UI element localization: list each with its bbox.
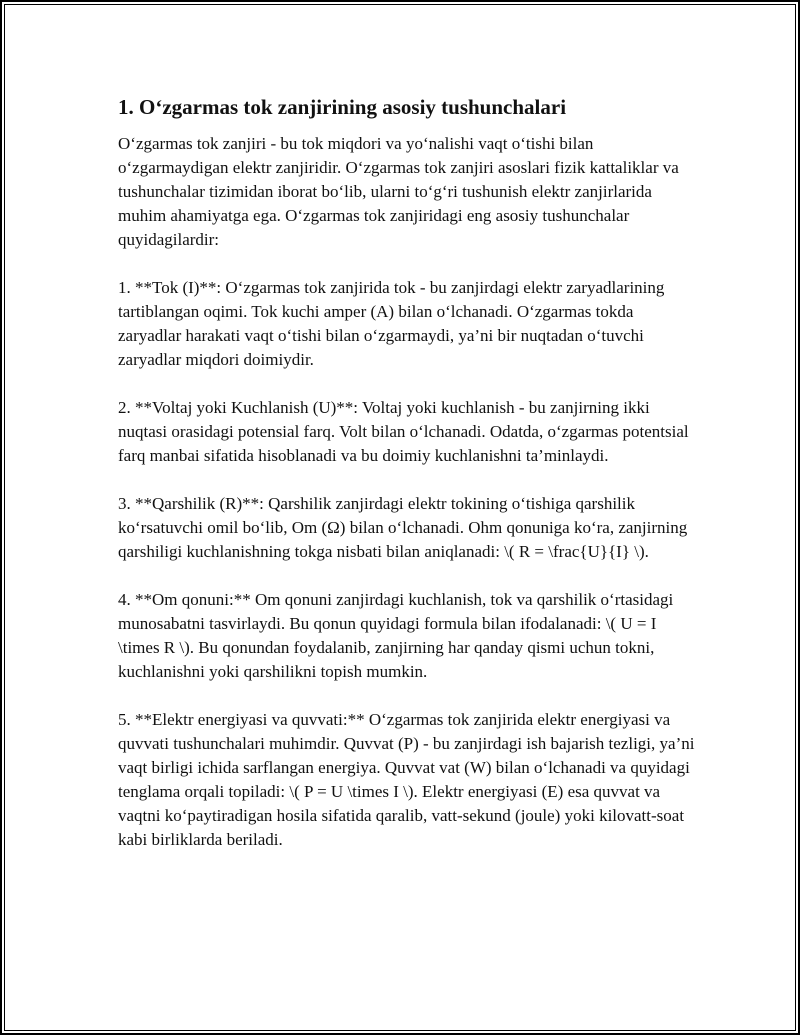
- paragraph-energy-power: 5. **Elektr energiyasi va quvvati:** O‘zgarmas tok zanjirida elektr energiyasi va quvvati tushunchalari muhimdir. Quvvat (P) - bu zanjirdagi ish bajarish tezligi, ya’ni vaqt birligi ichida sarflangan energiya. Quvvat vat (W) bilan o‘lchanadi va quyidagi tenglama orqali topiladi: \( P = U \times I \). Elektr energiyasi (E) esa quvvat va vaqtni ko‘paytiradigan hosila sifatida qaralib, vatt-sekund (joule) yoki kilovatt-soat kabi birliklarda beriladi.: [118, 710, 695, 849]
- paragraph-current: 1. **Tok (I)**: O‘zgarmas tok zanjirida tok - bu zanjirdagi elektr zaryadlarining tartiblangan oqimi. Tok kuchi amper (A) bilan o‘lchanadi. O‘zgarmas tokda zaryadlar harakati vaqt o‘tishi bilan o‘zgarmaydi, ya’ni bir nuqtadan o‘tuvchi zaryadlar miqdori doimiydir.: [118, 278, 665, 369]
- document-title: 1. O‘zgarmas tok zanjirining asosiy tushunchalari: [118, 95, 567, 119]
- paragraph-ohms-law: 4. **Om qonuni:** Om qonuni zanjirdagi kuchlanish, tok va qarshilik o‘rtasidagi munosabatni tasvirlaydi. Bu qonun quyidagi formula bilan ifodalanadi: \( U = I \times R \). Bu qonundan foydalanib, zanjirning har qanday qismi uchun tokni, kuchlanishni yoki qarshilikni topish mumkin.: [118, 590, 674, 681]
- intro-paragraph: O‘zgarmas tok zanjiri - bu tok miqdori va yo‘nalishi vaqt o‘tishi bilan o‘zgarmaydigan elektr zanjiridir. O‘zgarmas tok zanjiri asoslari fizik kattaliklar va tushunchalar tizimidan iborat bo‘lib, ularni to‘g‘ri tushunish elektr zanjirlarida muhim ahamiyatga ega. O‘zgarmas tok zanjiridagi eng asosiy tushunchalar quyidagilardir:: [118, 134, 679, 249]
- paragraph-resistance: 3. **Qarshilik (R)**: Qarshilik zanjirdagi elektr tokining o‘tishiga qarshilik ko‘rsatuvchi omil bo‘lib, Om (Ω) bilan o‘lchanadi. Ohm qonuniga ko‘ra, zanjirning qarshiligi kuchlanishning tokga nisbati bilan aniqlanadi: \( R = \frac{U}{I} \).: [118, 494, 688, 561]
- document-body: [118, 94, 698, 852]
- paragraph-voltage: 2. **Voltaj yoki Kuchlanish (U)**: Voltaj yoki kuchlanish - bu zanjirning ikki nuqtasi orasidagi potensial farq. Volt bilan o‘lchanadi. Odatda, o‘zgarmas potentsial farq manbai sifatida hisoblanadi va bu doimiy kuchlanishni ta’minlaydi.: [118, 398, 689, 465]
